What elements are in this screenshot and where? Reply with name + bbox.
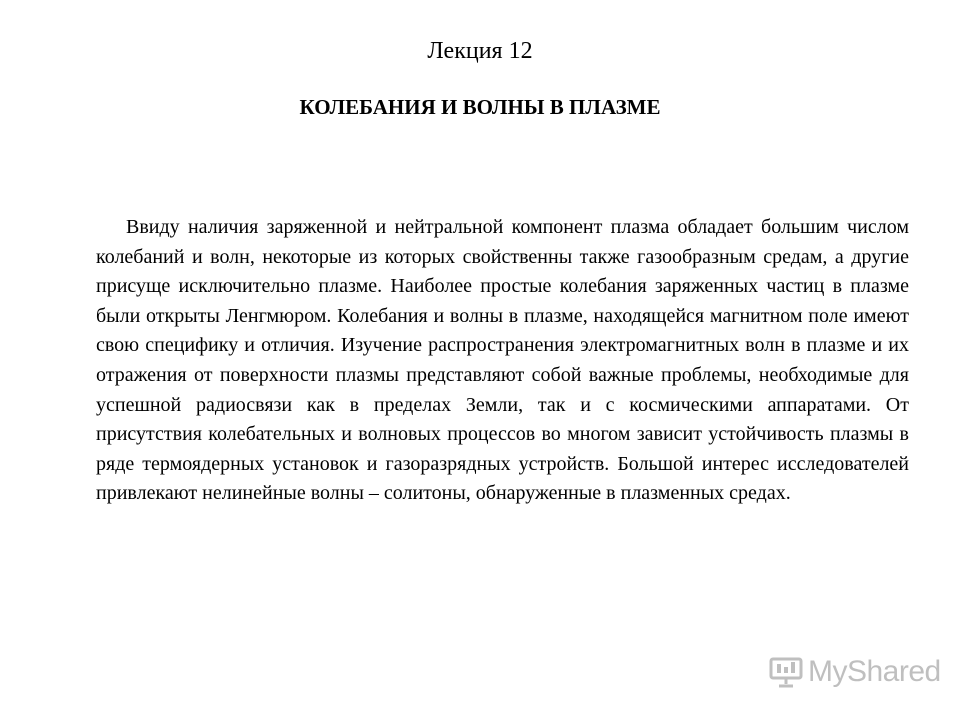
- lecture-number: Лекция 12: [427, 38, 533, 64]
- watermark-text: MyShared: [808, 655, 941, 688]
- myshared-watermark: [768, 652, 941, 692]
- lecture-title: КОЛЕБАНИЯ И ВОЛНЫ В ПЛАЗМЕ: [299, 95, 661, 119]
- presentation-screen-icon: [768, 655, 804, 689]
- body-paragraph: Ввиду наличия заряженной и нейтральной компонент плазма обладает большим числом колебаний и волн, некоторые из которых свойственны также газообразным средам, а другие присуще исключительно плазме. Наиболее простые колебания заряженных частиц в плазме были открыты Ленгмюром. Колебания и волны в плазме, находящейся магнитном поле имеют свою специфику и отличия. Изучение распространения электромагнитных волн в плазме и их отражения от поверхности плазмы представляют собой важные проблемы, необходимые для успешной радиосвязи как в пределах Земли, так и с космическими аппаратами. От присутствия колебательных и волновых процессов во многом зависит устойчивость плазмы в ряде термоядерных установок и газоразрядных устройств. Большой интерес исследователей привлекают нелинейные волны – солитоны, обнаруженные в плазменных средах.: [96, 216, 909, 505]
